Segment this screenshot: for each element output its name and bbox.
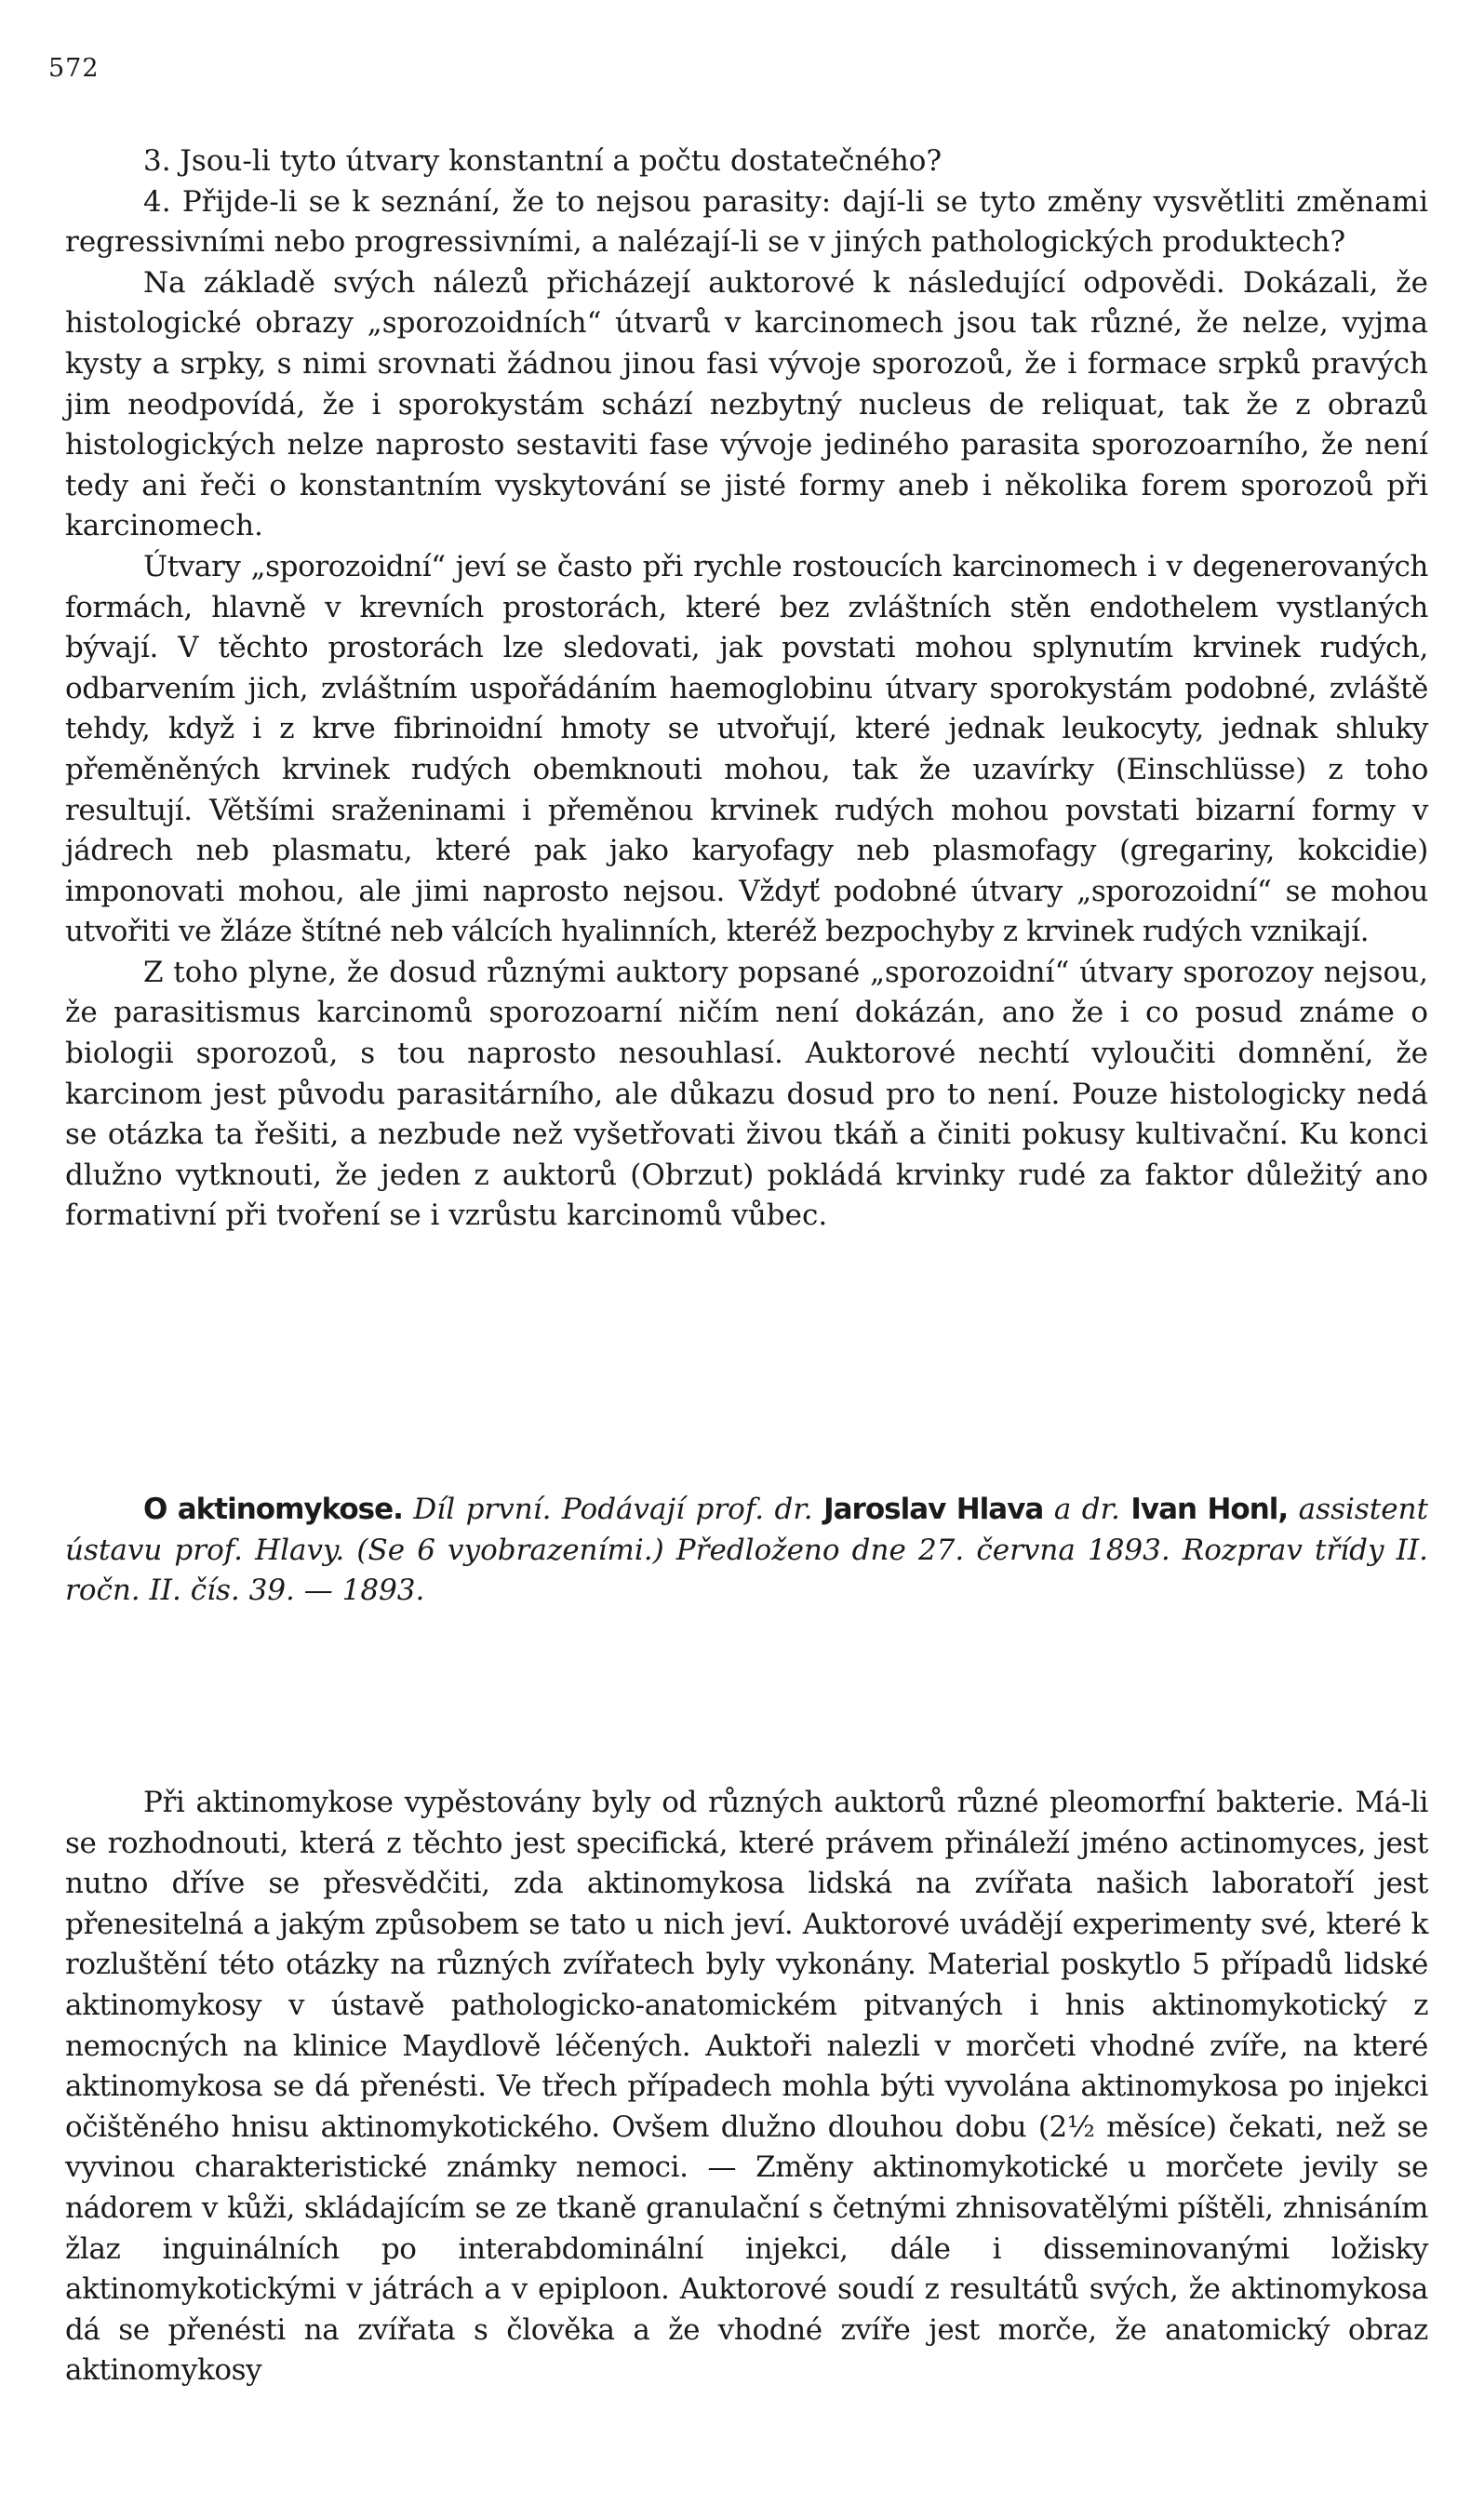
paragraph-aktinomykosa: Při aktinomykose vypěstovány byly od různých auktorů různé pleomorfní bakterie. Má-li se rozhodnouti, která z těchto jest specifická, které právem přináleží jméno actinomyces, jest nutno dříve se přesvědčiti, zda aktinomykosa lidská na zvířata našich laboratoří jest přenesitelná a jakým způsobem se tato u nich jeví. Auktorové uvádějí experimenty své, které k rozluštění této otázky na různých zvířatech byly vykonány. Material poskytlo 5 případů lidské aktinomykosy v ústavě pathologicko-anatomickém pitvaných i hnis aktinomykotický z nemocných na klinice Maydlově léčených. Auktoři nalezli v morčeti vhodné zvíře, na které aktinomykosa se dá přenésti. Ve třech případech mohla býti vyvolána aktinomykosa po injekci očištěného hnisu aktinomykotického. Ovšem dlužno dlouhou dobu (2½ měsíce) čekati, než se vyvinou charakteristické známky nemoci. — Změny aktinomykotické u morčete jevily se nádorem v kůži, skládajícím se ze tkaně granulační s četnými zhnisovatělými píštěli, zhnisáním žlaz inguinálních po interabdominální injekci, dále i disseminovanými ložisky aktinomykotickými v játrách a v epiploon. Auktorové soudí z resultátů svých, že aktinomykosa dá se přenésti na zvířata s člověka a že vhodné zvíře jest morče, že anatomický obraz aktinomykosy — [65, 1786, 1428, 2388]
byline-mid: a dr. — [1053, 1493, 1120, 1526]
paragraph-summary: Z toho plyne, že dosud různými auktory popsané „sporozoidní“ útvary sporozoy nejsou, že parasitismus karcinomů sporozoarní ničím není dokázán, ano že i co posud známe o biologii sporozoů, s tou naprosto nesouhlasí. Auktorové nechtí vyloučiti domnění, že karcinom jest původu parasitárního, ale důkazu dosud pro to není. Pouze histologicky nedá se otázka ta řešiti, a nezbude než vyšetřovati živou tkáň a činiti pokusy kultivační. Ku konci dlužno vytknouti, že jeden z auktorů (Obrzut) pokládá krvinky rudé za faktor důležitý ano formativní při tvoření se i vzrůstu karcinomů vůbec. — [65, 955, 1428, 1233]
paragraph-conclusion: Na základě svých nálezů přicházejí auktorové k následující odpovědi. Dokázali, že histologické obrazy „sporozoidních“ útvarů v karcinomech jsou tak různé, že nelze, vyjma kysty a srpky, s nimi srovnati žádnou jinou fasi vývoje sporozoů, že i formace srpků pravých jim neodpovídá, že i sporokystám schází nezbytný nucleus de reliquat, tak že z obrazů histologických nelze naprosto sestaviti fase vývoje jediného parasita sporozoarního, že není tedy ani řeči o konstantním vyskytování se jisté formy aneb i několika forem sporozoů při karcinomech. — [65, 265, 1428, 543]
questions-and-findings — [65, 141, 1428, 1237]
article-heading — [65, 1490, 1428, 1612]
author-honl: Ivan Honl, — [1130, 1493, 1289, 1526]
question-4: 4. Přijde-li se k seznání, že to nejsou parasity: dají-li se tyto změny vysvětliti změnami regressivními nebo progressivními, a nalézají-li se v jiných pathologických produktech? — [65, 184, 1428, 260]
article-body — [65, 1783, 1428, 2391]
byline-tail: assistent ústavu prof. Hlavy. (Se 6 vyobrazeními.) Předloženo dne 27. června 1893. Rozprav třídy II. ročn. II. čís. 39. — 1893. — [65, 1493, 1429, 1608]
question-3: 3. Jsou-li tyto útvary konstantní a počtu dostatečného? — [143, 144, 943, 178]
author-hlava: Jaroslav Hlava — [823, 1493, 1044, 1526]
article-title: O aktinomykose. — [143, 1493, 403, 1526]
paragraph-sporozoid-formations: Útvary „sporozoidní“ jeví se často při rychle rostoucích karcinomech i v degenerovaných formách, hlavně v krevních prostorách, které bez zvláštních stěn endothelem vystlaných bývají. V těchto prostorách lze sledovati, jak povstati mohou splynutím krvinek rudých, odbarvením jich, zvláštním uspořádáním haemoglobinu útvary sporokystám podobné, zvláště tehdy, když i z krve fibrinoidní hmoty se utvořují, které jednak leukocyty, jednak shluky přeměněných krvinek rudých obemknouti mohou, tak že uzavírky (Einschlüsse) z toho resultují. Většími sraženinami i přeměnou krvinek rudých mohou povstati bizarní formy v jádrech neb plasmatu, které pak jako karyofagy neb plasmofagy (gregariny, kokcidie) imponovati mohou, ale jimi naprosto nejsou. Vždyť podobné útvary „sporozoidní“ se mohou utvořiti ve žláze štítné neb válcích hyalinních, kteréž bezpochyby z krvinek rudých vznikají. — [65, 549, 1428, 949]
byline-lead: Díl první. Podávají prof. dr. — [413, 1493, 813, 1526]
page-number: 572 — [48, 54, 100, 83]
